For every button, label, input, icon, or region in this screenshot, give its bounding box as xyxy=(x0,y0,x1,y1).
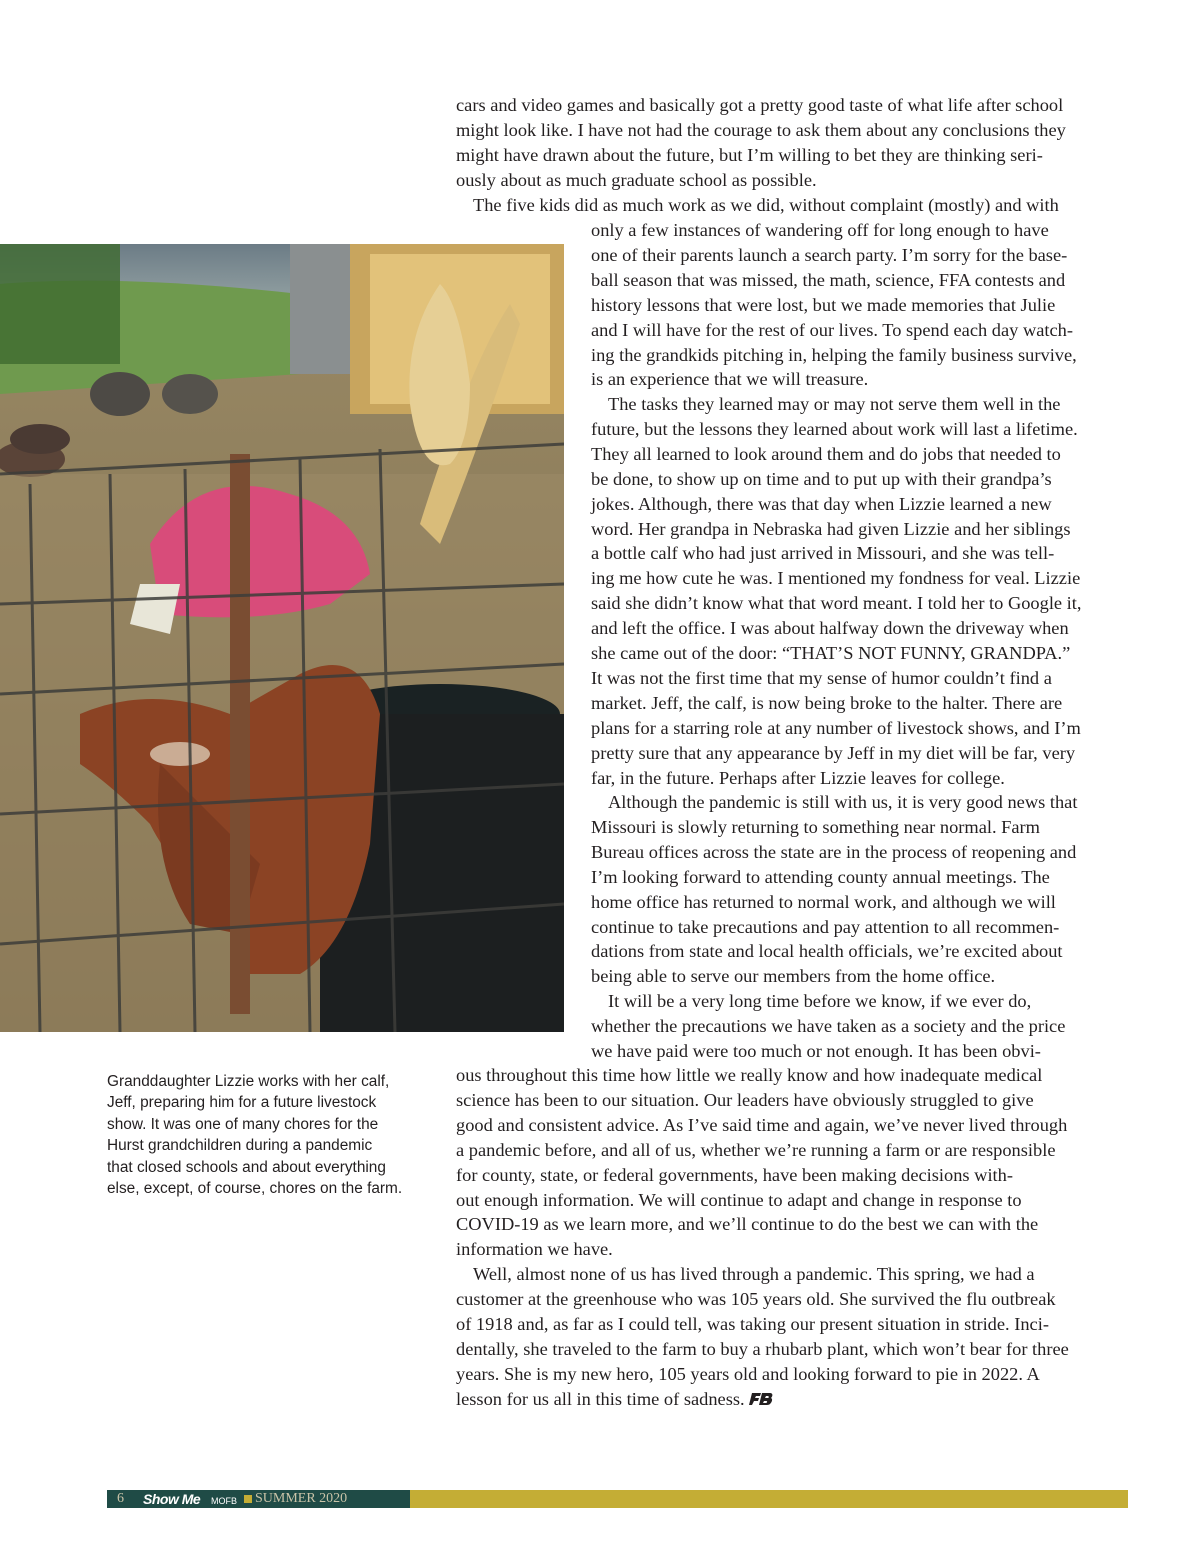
text-line: being able to serve our members from the home office. xyxy=(591,966,996,987)
text-line: and left the office. I was about halfway down the driveway when xyxy=(591,618,1069,639)
caption-line: Hurst grandchildren during a pandemic xyxy=(107,1137,373,1155)
text-line: Missouri is slowly returning to something near normal. Farm xyxy=(591,816,1040,837)
text-line: pretty sure that any appearance by Jeff in my diet will be far, very xyxy=(591,742,1076,763)
text-line: only a few instances of wandering off for long enough to have xyxy=(591,220,1049,240)
text-line: They all learned to look around them and do jobs that needed to xyxy=(591,443,1061,464)
text-line: ously about as much graduate school as possible. xyxy=(456,169,817,190)
caption-line: show. It was one of many chores for the xyxy=(107,1115,379,1133)
text-line: customer at the greenhouse who was 105 years old. She survived the flu outbreak xyxy=(456,1288,1056,1309)
article-paragraph-1 xyxy=(456,93,1066,193)
text-line: far, in the future. Perhaps after Lizzie leaves for college. xyxy=(591,767,1005,788)
text-line: ing me how cute he was. I mentioned my fondness for veal. Lizzie xyxy=(591,568,1081,589)
footer-accent-bar xyxy=(410,1490,1128,1508)
text-line: information we have. xyxy=(456,1239,613,1260)
text-line: COVID-19 as we learn more, and we’ll continue to do the best we can with the xyxy=(456,1214,1039,1235)
photo-lizzie-with-calf xyxy=(0,244,564,1032)
text-line: we have paid were too much or not enough. It has been obvi- xyxy=(591,1040,1041,1061)
text-line: might look like. I have not had the courage to ask them about any conclusions they xyxy=(456,119,1066,140)
text-line: said she didn’t know what that word meant. I told her to Google it, xyxy=(591,593,1082,614)
text-line: for county, state, or federal governments, have been making decisions with- xyxy=(456,1164,1013,1185)
text-line: one of their parents launch a search party. I’m sorry for the base- xyxy=(591,244,1068,265)
issue-label: SUMMER 2020 xyxy=(255,1491,348,1506)
page-number: 6 xyxy=(117,1491,124,1506)
text-line: good and consistent advice. As I’ve said time and again, we’ve never lived through xyxy=(456,1114,1068,1135)
text-line: future, but the lessons they learned about work will last a lifetime. xyxy=(591,418,1078,439)
caption-line: Granddaughter Lizzie works with her calf, xyxy=(107,1073,390,1090)
photo-caption xyxy=(107,1071,437,1199)
text-line: Bureau offices across the state are in the process of reopening and xyxy=(591,841,1077,862)
text-line: word. Her grandpa in Nebraska had given Lizzie and her siblings xyxy=(591,518,1071,539)
text-line: It was not the first time that my sense of humor couldn’t find a xyxy=(591,667,1052,688)
footer-bar xyxy=(107,1490,410,1508)
farm-bureau-end-mark-icon xyxy=(749,1392,773,1406)
text-line: of 1918 and, as far as I could tell, was taking our present situation in stride. Inci- xyxy=(456,1313,1049,1334)
text-line: It will be a very long time before we know, if we ever do, xyxy=(608,991,1032,1011)
text-line: The five kids did as much work as we did, without complaint (mostly) and with xyxy=(473,195,1059,215)
separator-square-icon xyxy=(244,1495,252,1503)
text-line-last-text: lesson for us all in this time of sadness. xyxy=(456,1388,745,1409)
text-line-last xyxy=(456,1387,1069,1412)
text-line: I’m looking forward to attending county annual meetings. The xyxy=(591,866,1050,887)
text-line: cars and video games and basically got a pretty good taste of what life after school xyxy=(456,95,1064,115)
text-line: Although the pandemic is still with us, it is very good news that xyxy=(608,792,1078,812)
magazine-brand-sub: MOFB xyxy=(211,1496,237,1506)
caption-line: Jeff, preparing him for a future livestock xyxy=(107,1094,377,1112)
text-line: ball season that was missed, the math, science, FFA contests and xyxy=(591,269,1066,290)
text-line: is an experience that we will treasure. xyxy=(591,369,869,390)
caption-line: else, except, of course, chores on the farm. xyxy=(107,1180,403,1198)
text-line: a bottle calf who had just arrived in Missouri, and she was tell- xyxy=(591,543,1055,564)
caption-line: that closed schools and about everything xyxy=(107,1158,386,1176)
text-line: science has been to our situation. Our leaders have obviously struggled to give xyxy=(456,1089,1034,1110)
text-line: home office has returned to normal work, and although we will xyxy=(591,891,1056,912)
article-paragraph-2 xyxy=(591,218,1077,392)
text-line: plans for a starring role at any number of livestock shows, and I’m xyxy=(591,717,1081,738)
text-line: The tasks they learned may or may not serve them well in the xyxy=(608,394,1061,414)
text-line: years. She is my new hero, 105 years old and looking forward to pie in 2022. A xyxy=(456,1363,1040,1384)
text-line: continue to take precautions and pay attention to all recommen- xyxy=(591,916,1060,937)
text-line: dentally, she traveled to the farm to buy a rhubarb plant, which won’t bear for three xyxy=(456,1338,1069,1359)
text-line: she came out of the door: “THAT’S NOT FUNNY, GRANDPA.” xyxy=(591,643,1071,664)
article-paragraph-3 xyxy=(591,392,1082,791)
article-paragraph-2-first-line xyxy=(473,193,1059,218)
text-line: might have drawn about the future, but I’m willing to bet they are thinking seri- xyxy=(456,144,1043,165)
article-paragraph-5-narrow xyxy=(591,989,1065,1064)
text-line: jokes. Although, there was that day when Lizzie learned a new xyxy=(591,493,1052,514)
text-line: ous throughout this time how little we really know and how inadequate medical xyxy=(456,1065,1043,1085)
article-paragraph-5-wide xyxy=(456,1063,1067,1262)
text-line: whether the precautions we have taken as a society and the price xyxy=(591,1015,1066,1036)
text-line: history lessons that were lost, but we made memories that Julie xyxy=(591,294,1056,315)
text-line: a pandemic before, and all of us, whether we’re running a farm or are responsible xyxy=(456,1139,1056,1160)
article-paragraph-6 xyxy=(456,1262,1069,1411)
text-line: be done, to show up on time and to put up with their grandpa’s xyxy=(591,468,1052,489)
text-line: Well, almost none of us has lived through a pandemic. This spring, we had a xyxy=(473,1264,1035,1284)
magazine-brand: Show Me xyxy=(143,1491,201,1507)
text-line: ing the grandkids pitching in, helping the family business survive, xyxy=(591,344,1077,365)
text-line: dations from state and local health officials, we’re excited about xyxy=(591,941,1063,962)
text-line: and I will have for the rest of our lives. To spend each day watch- xyxy=(591,319,1073,340)
text-line: market. Jeff, the calf, is now being broke to the halter. There are xyxy=(591,692,1063,713)
article-paragraph-4 xyxy=(591,790,1077,989)
photo-illustration xyxy=(0,244,564,1032)
text-line: out enough information. We will continue to adapt and change in response to xyxy=(456,1189,1022,1210)
